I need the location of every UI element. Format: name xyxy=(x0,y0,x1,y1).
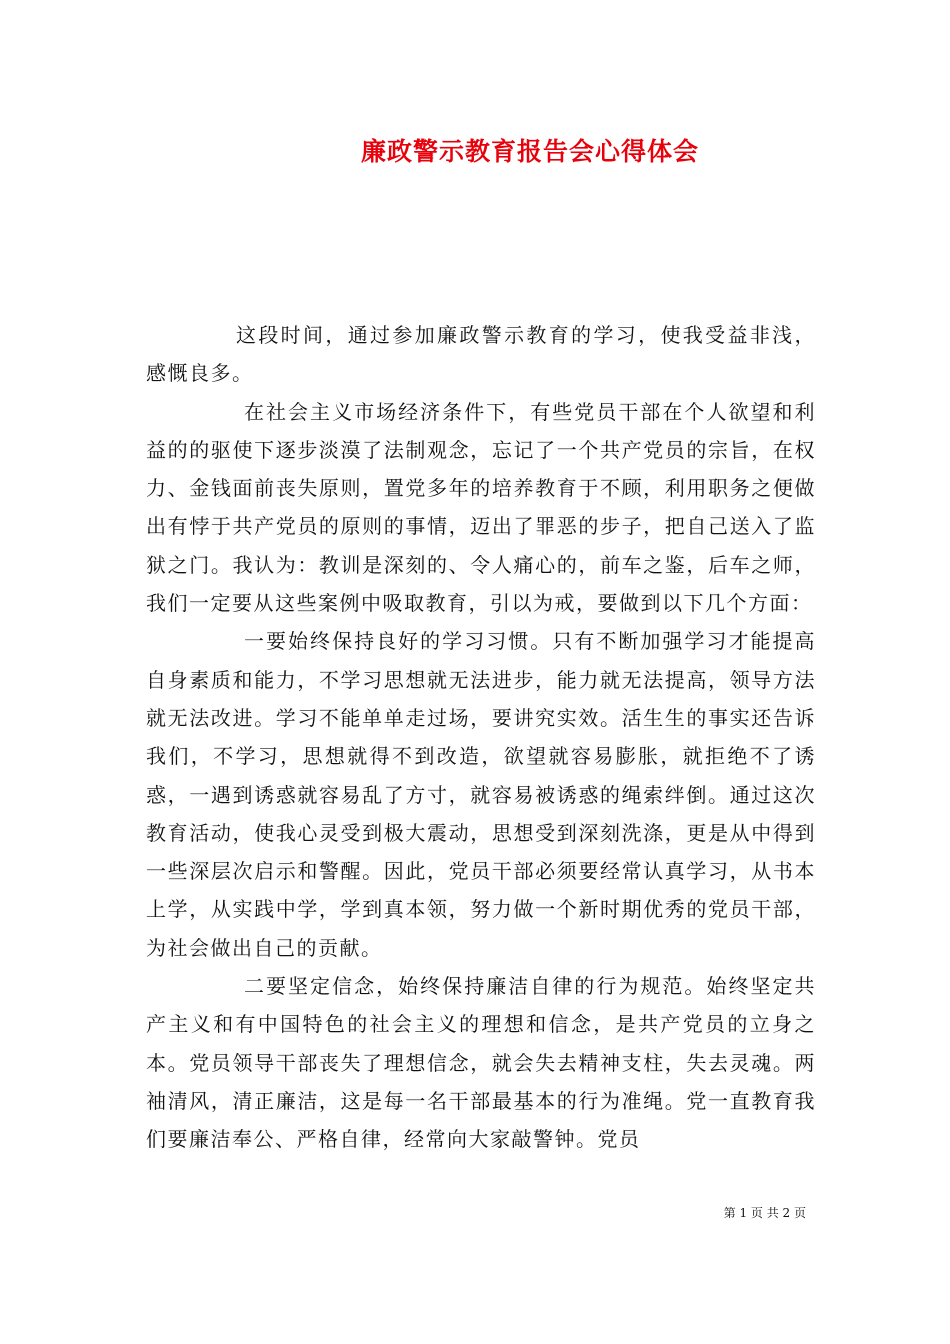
paragraph-background: 在社会主义市场经济条件下，有些党员干部在个人欲望和利益的的驱使下逐步淡漠了法制观念，忘记了一个共产党员的宗旨，在权力、金钱面前丧失原则，置党多年的培养教育于不顾，利用职务之便做出有悖于共产党员的原则的事情，迈出了罪恶的步子，把自己送入了监狱之门。我认为：教训是深刻的、令人痛心的，前车之鉴，后车之师，我们一定要从这些案例中吸取教育，引以为戒，要做到以下几个方面： xyxy=(146,399,816,616)
page-number-footer: 第 1 页 共 2 页 xyxy=(723,1206,806,1220)
paragraph-point-one: 一要始终保持良好的学习习惯。只有不断加强学习才能提高自身素质和能力，不学习思想就无法进步，能力就无法提高，领导方法就无法改进。学习不能单单走过场，要讲究实效。活生生的事实还告诉我们，不学习，思想就得不到改造，欲望就容易膨胀，就拒绝不了诱惑，一遇到诱惑就容易乱了方寸，就容易被诱惑的绳索绊倒。通过这次教育活动，使我心灵受到极大震动，思想受到深刻洗涤，更是从中得到一些深层次启示和警醒。因此，党员干部必须要经常认真学习，从书本上学，从实践中学，学到真本领，努力做一个新时期优秀的党员干部，为社会做出自己的贡献。 xyxy=(146,629,816,960)
paragraph-intro: 这段时间，通过参加廉政警示教育的学习，使我受益非浅，感慨良多。 xyxy=(146,323,816,386)
paragraph-point-two: 二要坚定信念，始终保持廉洁自律的行为规范。始终坚定共产主义和有中国特色的社会主义的理想和信念，是共产党员的立身之本。党员领导干部丧失了理想信念，就会失去精神支柱，失去灵魂。两袖清风，清正廉洁，这是每一名干部最基本的行为准绳。党一直教育我们要廉洁奉公、严格自律，经常向大家敲警钟。党员 xyxy=(146,974,816,1152)
document-title: 廉政警示教育报告会心得体会 xyxy=(360,137,699,166)
document-body xyxy=(146,316,816,1159)
